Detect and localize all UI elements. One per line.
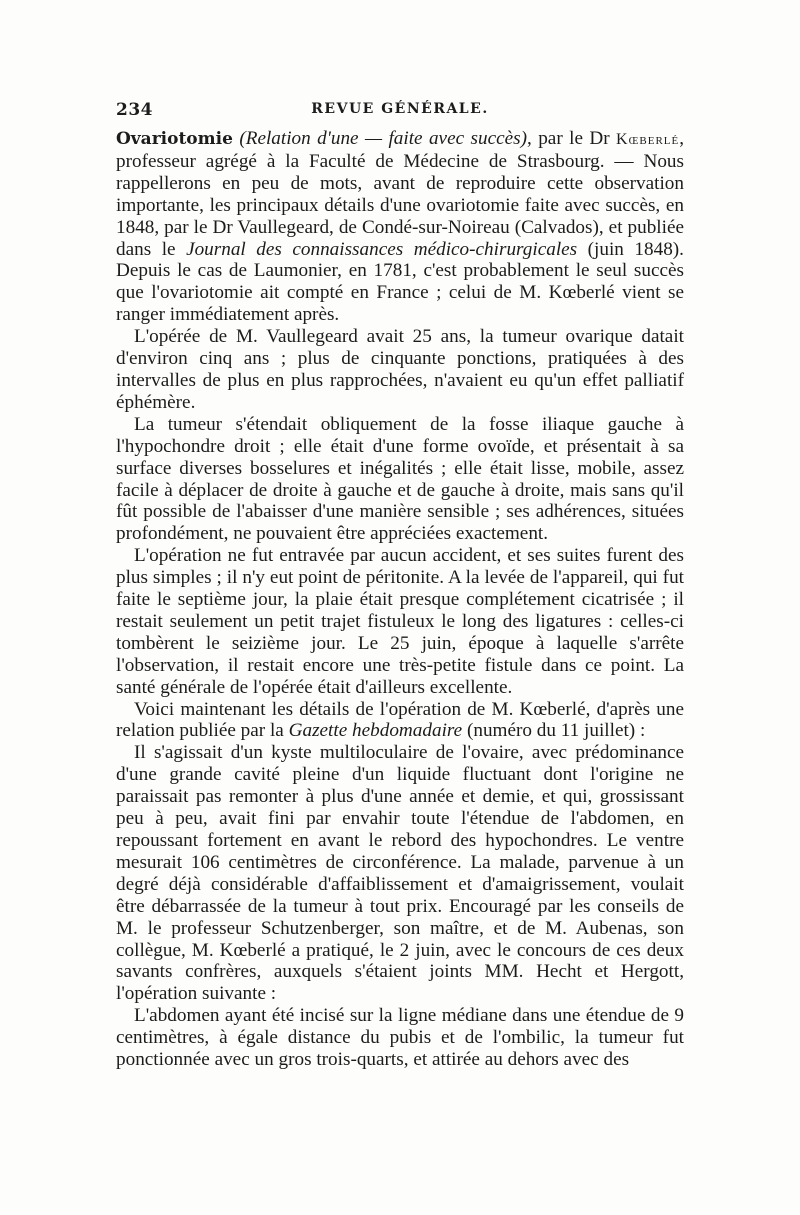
article-body: [116, 128, 684, 1071]
paragraph-2: L'opérée de M. Vaullegeard avait 25 ans, la tumeur ovarique datait d'environ cinq ans ; plus de cinquante ponctions, pratiquées à des intervalles de plus en plus rapprochées, n'avaient eu qu'un effet palliatif éphémère.: [116, 326, 684, 413]
paragraph-5: [116, 699, 684, 743]
running-head: REVUE GÉNÉRALE.: [311, 101, 489, 117]
paragraph-1: [116, 128, 684, 326]
paragraph-1-text: , professeur agrégé à la Faculté de Médecine de Strasbourg. — Nous rappellerons en peu de mots, avant de reproduire cette observation importante, les principaux détails d'une ovariotomie faite avec succès, en 1848, par le Dr Vaullegeard, de Condé-sur-Noireau (Calvados), et publiée dans le: [116, 128, 685, 260]
article-subtitle: (Relation d'une — faite avec succès): [239, 128, 527, 149]
paragraph-6: Il s'agissait d'un kyste multiloculaire de l'ovaire, avec prédominance d'une grande cavité pleine d'un liquide fluctuant dont l'origine ne paraissait pas remonter à plus d'une année et demie, et qui, grossissant peu à peu, avait fini par envahir toute l'étendue de l'abdomen, en repoussant fortement en avant le rebord des hypochondres. Le ventre mesurait 106 centimètres de circonférence. La malade, parvenue à un degré déjà considérable d'affaiblissement et d'amaigrissement, voulait être débarrassée de la tumeur à tout prix. Encouragé par les conseils de M. le professeur Schutzenberger, son maître, et de M. Aubenas, son collègue, M. Kœberlé a pratiqué, le 2 juin, avec le concours de ces deux savants confrères, auxquels s'étaient joints MM. Hecht et Hergott, l'opération suivante :: [116, 742, 684, 1005]
paragraph-5-end: (numéro du 11 juillet) :: [462, 720, 646, 742]
byline-text: , par le Dr: [527, 128, 617, 149]
paragraph-5-text: Voici maintenant les détails de l'opération de M. Kœberlé, d'après une relation publiée par la: [116, 698, 684, 742]
article-title: Ovariotomie: [116, 129, 233, 149]
page-number: 234: [116, 100, 153, 120]
paragraph-1-end: (juin 1848). Depuis le cas de Laumonier, en 1781, c'est probablement le seul succès que l'ovariotomie ait compté en France ; celui de M. Kœberlé vient se ranger immédiatement après.: [116, 238, 684, 326]
paragraph-3: La tumeur s'étendait obliquement de la fosse iliaque gauche à l'hypochondre droit ; elle était d'une forme ovoïde, et présentait à sa surface diverses bosselures et inégalités ; elle était lisse, mobile, assez facile à déplacer de droite à gauche et de gauche à droite, mais sans qu'il fût possible de l'abaisser d'une manière sensible ; ses adhérences, situées profondément, ne pouvaient être appréciées exactement.: [116, 413, 684, 545]
paragraph-7: L'abdomen ayant été incisé sur la ligne médiane dans une étendue de 9 centimètres, à égale distance du pubis et de l'ombilic, la tumeur fut ponctionnée avec un gros trois-quarts, et attirée au dehors avec des: [116, 1005, 684, 1071]
page-header: [116, 100, 684, 124]
gazette-title: Gazette hebdomadaire: [288, 720, 463, 742]
paragraph-4: L'opération ne fut entravée par aucun accident, et ses suites furent des plus simples ; il n'y eut point de péritonite. A la levée de l'appareil, qui fut faite le septième jour, la plaie était presque complétement cicatrisée ; il restait seulement un petit trajet fistuleux le long des ligatures : celles-ci tombèrent le seizième jour. Le 25 juin, époque à laquelle s'arrête l'observation, il restait encore une très-petite fistule dans ce point. La santé générale de l'opérée était d'ailleurs excellente.: [116, 545, 684, 698]
journal-title: Journal des connaissances médico-chirurgicales: [186, 238, 578, 260]
author-name: Kœberlé: [616, 131, 680, 148]
